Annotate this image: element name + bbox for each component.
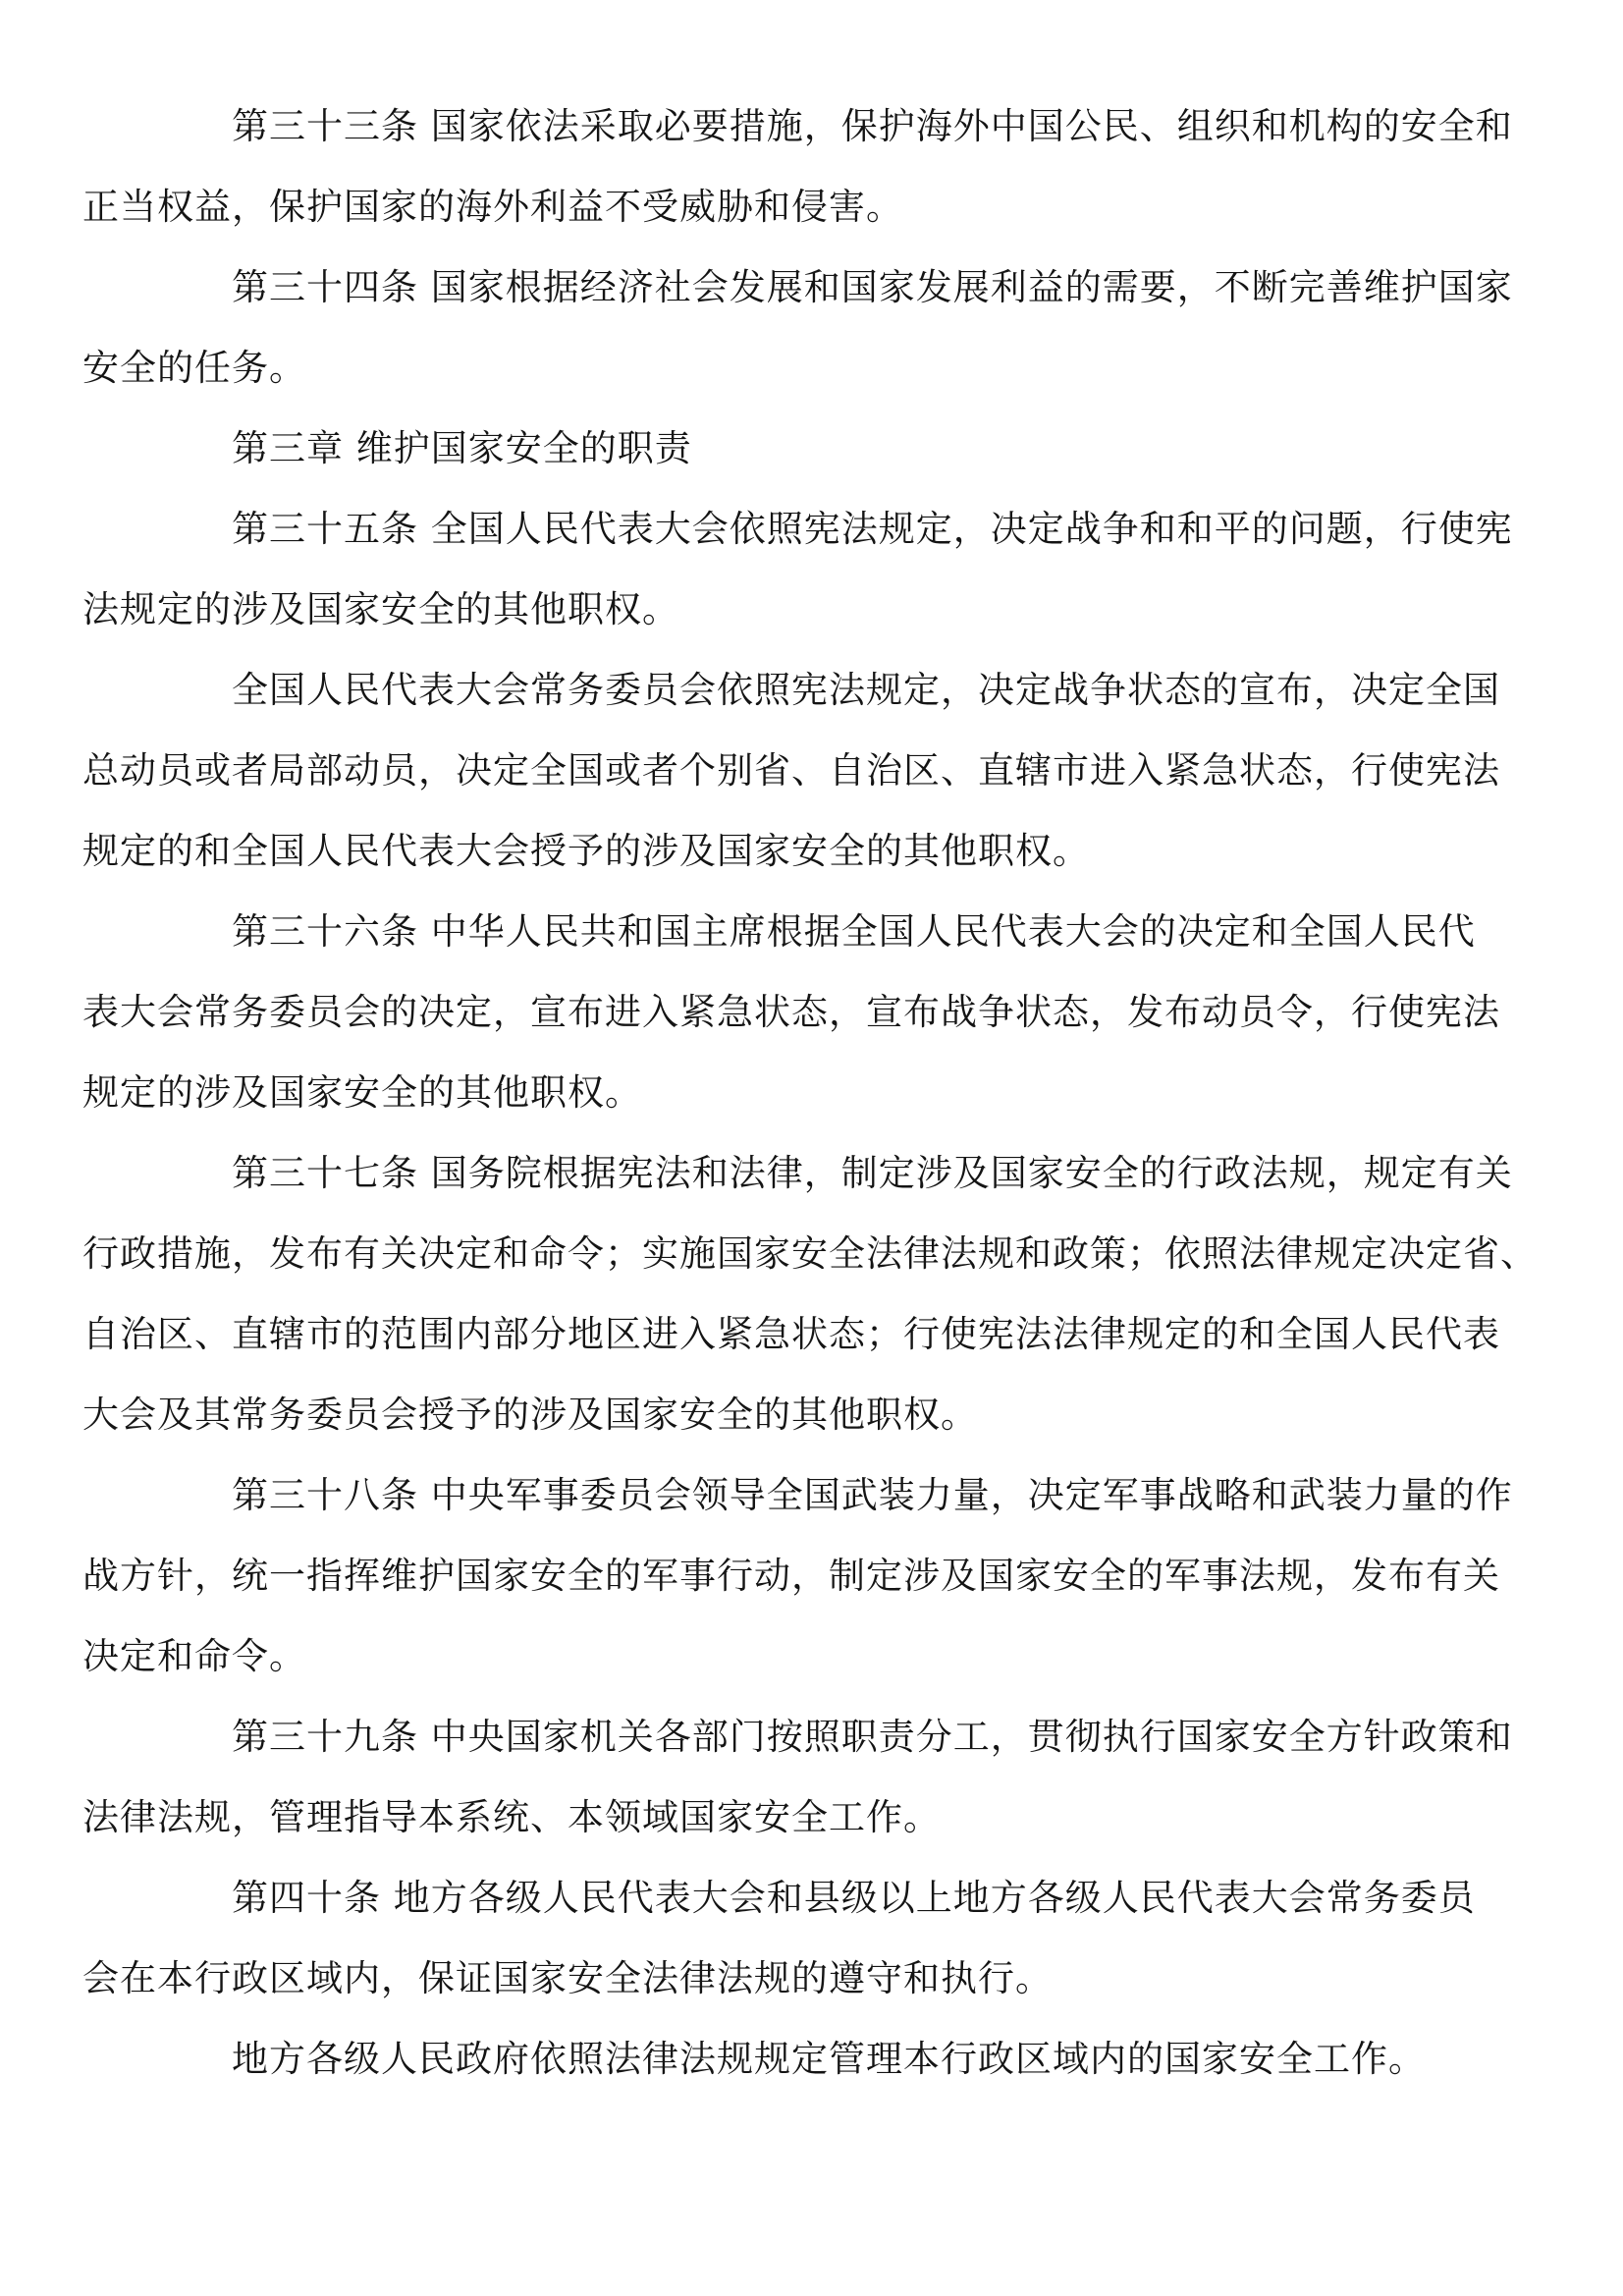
article-39-line-1: 第三十九条 中央国家机关各部门按照职责分工，贯彻执行国家安全方针政策和 xyxy=(232,1716,1513,1758)
article-33 xyxy=(82,86,1555,247)
article-36-line-3: 规定的涉及国家安全的其他职权。 xyxy=(82,1071,642,1114)
article-38-line-1: 第三十八条 中央军事委员会领导全国武装力量，决定军事战略和武装力量的作 xyxy=(232,1474,1513,1516)
article-34-line-2: 安全的任务。 xyxy=(82,347,306,389)
article-39-line-2: 法律法规，管理指导本系统、本领域国家安全工作。 xyxy=(82,1796,941,1838)
article-36 xyxy=(82,892,1555,1133)
chapter-3-heading-text: 第三章 维护国家安全的职责 xyxy=(232,427,692,469)
document-body xyxy=(82,86,1555,2100)
article-39 xyxy=(82,1697,1555,1858)
chapter-3-heading xyxy=(82,409,1555,489)
article-35-p2-line-1: 全国人民代表大会常务委员会依照宪法规定，决定战争状态的宣布，决定全国 xyxy=(232,669,1500,711)
article-40-line-1: 第四十条 地方各级人民代表大会和县级以上地方各级人民代表大会常务委员 xyxy=(232,1877,1476,1919)
article-37-line-2: 行政措施，发布有关决定和命令；实施国家安全法律法规和政策；依照法律规定决定省、 xyxy=(82,1232,1538,1275)
article-33-line-1: 第三十三条 国家依法采取必要措施，保护海外中国公民、组织和机构的安全和 xyxy=(232,105,1513,147)
article-40-line-2: 会在本行政区域内，保证国家安全法律法规的遵守和执行。 xyxy=(82,1957,1053,1999)
article-37-line-1: 第三十七条 国务院根据宪法和法律，制定涉及国家安全的行政法规，规定有关 xyxy=(232,1152,1513,1194)
article-38-line-2: 战方针，统一指挥维护国家安全的军事行动，制定涉及国家安全的军事法规，发布有关 xyxy=(82,1555,1500,1597)
article-35-line-1: 第三十五条 全国人民代表大会依照宪法规定，决定战争和和平的问题，行使宪 xyxy=(232,508,1513,550)
article-35-p2-line-2: 总动员或者局部动员，决定全国或者个别省、自治区、直辖市进入紧急状态，行使宪法 xyxy=(82,749,1500,792)
article-37-line-4: 大会及其常务委员会授予的涉及国家安全的其他职权。 xyxy=(82,1394,978,1436)
article-40-paragraph-2 xyxy=(82,2019,1555,2100)
article-38-line-3: 决定和命令。 xyxy=(82,1635,306,1677)
article-35-p2-line-3: 规定的和全国人民代表大会授予的涉及国家安全的其他职权。 xyxy=(82,830,1090,872)
article-37-line-3: 自治区、直辖市的范围内部分地区进入紧急状态；行使宪法法律规定的和全国人民代表 xyxy=(82,1313,1500,1355)
article-38 xyxy=(82,1455,1555,1697)
article-33-line-2: 正当权益，保护国家的海外利益不受威胁和侵害。 xyxy=(82,186,903,228)
article-40 xyxy=(82,1858,1555,2019)
article-37 xyxy=(82,1133,1555,1455)
article-34-line-1: 第三十四条 国家根据经济社会发展和国家发展利益的需要，不断完善维护国家 xyxy=(232,266,1513,308)
article-36-line-1: 第三十六条 中华人民共和国主席根据全国人民代表大会的决定和全国人民代 xyxy=(232,910,1476,953)
article-40-p2-line-1: 地方各级人民政府依照法律法规规定管理本行政区域内的国家安全工作。 xyxy=(232,2038,1426,2080)
article-35 xyxy=(82,489,1555,650)
article-35-paragraph-2 xyxy=(82,650,1555,892)
article-36-line-2: 表大会常务委员会的决定，宣布进入紧急状态，宣布战争状态，发布动员令，行使宪法 xyxy=(82,991,1500,1033)
article-35-line-2: 法规定的涉及国家安全的其他职权。 xyxy=(82,588,679,630)
article-34 xyxy=(82,247,1555,409)
